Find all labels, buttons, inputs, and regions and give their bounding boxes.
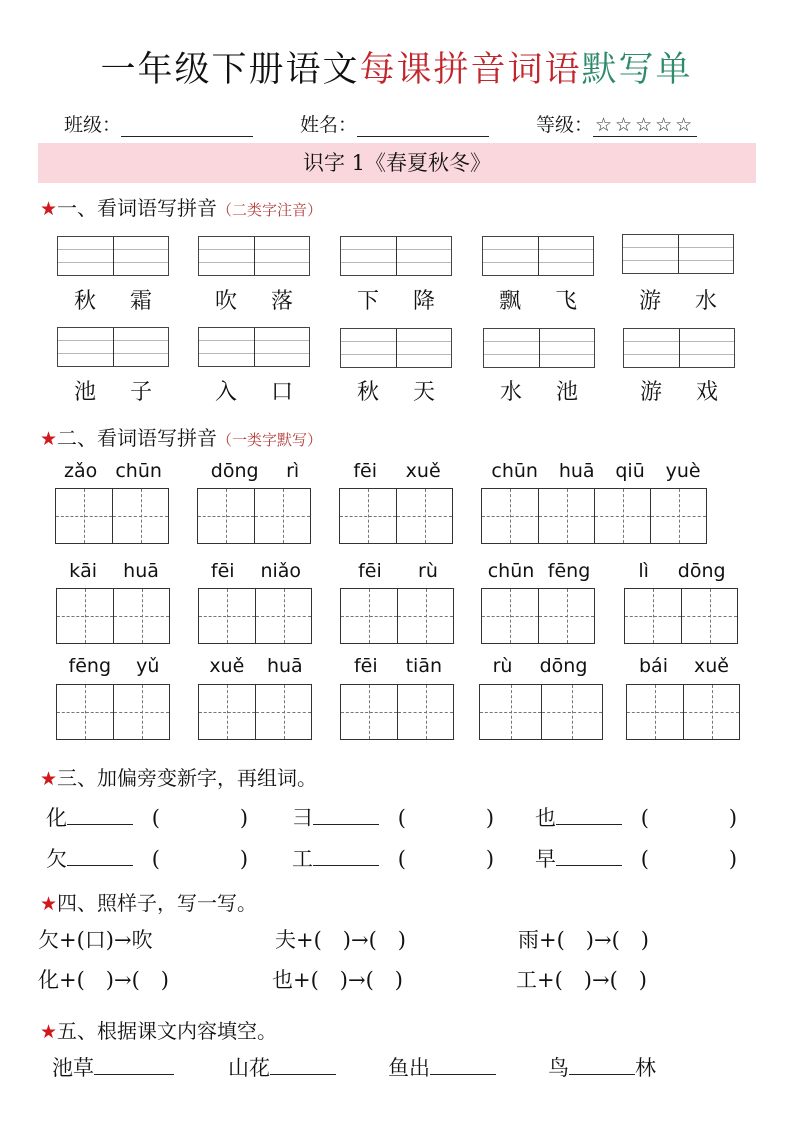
compose-example: 欠+(口)→吹 (38, 928, 153, 952)
new-char-blank[interactable] (556, 804, 622, 825)
new-char-blank[interactable] (313, 845, 379, 866)
pinyin-box[interactable] (483, 328, 595, 368)
word-pair (482, 284, 594, 315)
section5-heading (40, 1015, 277, 1044)
pinyin: rì (286, 460, 300, 482)
name-field (300, 110, 489, 137)
hanzi-char: 子 (129, 380, 152, 405)
pinyin: dōng (210, 460, 259, 482)
star-icon: ★ (40, 428, 58, 450)
hanzi-char: 吹 (214, 289, 237, 314)
pinyin-pair (55, 460, 171, 482)
fill-prefix: 鱼出 (388, 1056, 430, 1080)
hanzi-char: 游 (638, 289, 661, 314)
section4-heading (40, 887, 257, 916)
pinyin: zǎo (64, 460, 98, 482)
base-char: 欠 (46, 847, 67, 871)
word-pair (483, 375, 595, 406)
pinyin: xuě (405, 460, 441, 482)
pinyin-box[interactable] (482, 236, 594, 276)
section3-title: 三、加偏旁变新字，再组词。 (57, 766, 318, 790)
pinyin-pair (479, 655, 601, 677)
pinyin-pair (340, 655, 456, 677)
tianzi-grid[interactable] (56, 684, 170, 740)
pinyin-pair (198, 560, 314, 582)
star-icon: ★ (40, 893, 58, 915)
grade-label: 等级： (536, 114, 594, 136)
paren-open: ( (151, 847, 160, 871)
pinyin-box[interactable] (57, 236, 169, 276)
hanzi-char: 霜 (129, 289, 152, 314)
section2-heading (40, 422, 322, 451)
star-icon: ★ (40, 198, 58, 220)
compose-item[interactable]: 化+( )→( ) (38, 968, 169, 992)
tianzi-grid[interactable] (56, 588, 170, 644)
pinyin-box[interactable] (198, 327, 310, 367)
pinyin: kāi (69, 560, 98, 582)
hanzi-char: 游 (639, 380, 662, 405)
fill-blank[interactable] (94, 1054, 174, 1075)
pinyin-pair (340, 560, 456, 582)
word-pair (622, 284, 734, 315)
tianzi-grid[interactable] (626, 684, 740, 740)
tianzi-grid[interactable] (198, 588, 312, 644)
radical-item (292, 802, 494, 832)
new-char-blank[interactable] (556, 845, 622, 866)
pinyin: qiū (615, 460, 645, 482)
pinyin-box[interactable] (340, 236, 452, 276)
paren-open: ( (397, 847, 406, 871)
pinyin-box[interactable] (623, 328, 735, 368)
hanzi-char: 戏 (695, 380, 718, 405)
pinyin: fēng (68, 655, 112, 677)
grade-field (536, 110, 697, 137)
base-char: 工 (292, 847, 313, 871)
hanzi-char: 口 (270, 380, 293, 405)
pinyin: rù (492, 655, 513, 677)
pinyin: fēi (353, 655, 378, 677)
tianzi-grid[interactable] (481, 588, 595, 644)
pinyin: rù (418, 560, 438, 582)
lesson-banner: 识字 1《春夏秋冬》 (38, 143, 756, 183)
hanzi-char: 下 (356, 289, 379, 314)
word-pair (57, 284, 169, 315)
class-label: 班级： (64, 114, 122, 136)
radical-item (535, 802, 737, 832)
word-pair (340, 284, 452, 315)
tianzi-grid[interactable] (624, 588, 738, 644)
class-blank[interactable] (121, 116, 253, 137)
base-char: 也 (535, 806, 556, 830)
pinyin-pair (339, 460, 455, 482)
section1-subtitle: （二类字注音） (217, 201, 323, 219)
radical-item (46, 843, 248, 873)
paren-open: ( (397, 806, 406, 830)
fill-blank[interactable] (430, 1054, 496, 1075)
section1-title: 一、看词语写拼音 (57, 196, 218, 220)
pinyin: huā (558, 460, 595, 482)
fill-prefix: 池草 (52, 1056, 94, 1080)
fill-item (228, 1052, 336, 1082)
pinyin-pair (56, 655, 172, 677)
pinyin: huā (123, 560, 159, 582)
section4-title: 四、照样子，写一写。 (57, 891, 258, 915)
pinyin: fēi (210, 560, 235, 582)
pinyin: xuě (209, 655, 245, 677)
class-field (64, 110, 253, 137)
fill-suffix: 林 (635, 1056, 656, 1080)
new-char-blank[interactable] (67, 845, 133, 866)
radical-item (46, 802, 248, 832)
pinyin-pair (56, 560, 172, 582)
pinyin: dōng (677, 560, 726, 582)
star-icon: ★ (40, 768, 58, 790)
paren-close: ) (728, 806, 738, 830)
word-pair (198, 284, 310, 315)
hanzi-char: 秋 (73, 289, 96, 314)
word-pair (57, 375, 169, 406)
fill-item (388, 1052, 496, 1082)
title-part-type: 默写单 (581, 50, 693, 90)
tianzi-grid[interactable] (55, 488, 169, 544)
grade-stars[interactable]: ☆☆☆☆☆ (595, 114, 696, 136)
hanzi-char: 池 (555, 380, 578, 405)
section3-heading (40, 762, 317, 791)
section2-title: 二、看词语写拼音 (57, 426, 218, 450)
pinyin: fēng (547, 560, 591, 582)
pinyin: lì (638, 560, 649, 582)
hanzi-char: 落 (270, 289, 293, 314)
pinyin-pair (198, 655, 314, 677)
tianzi-grid[interactable] (198, 684, 312, 740)
pinyin: niǎo (260, 560, 302, 582)
base-char: 早 (535, 847, 556, 871)
compose-item[interactable]: 也+( )→( ) (272, 968, 403, 992)
pinyin-pair (624, 560, 740, 582)
compose-item[interactable]: 夫+( )→( ) (275, 928, 406, 952)
pinyin-pair (197, 460, 313, 482)
name-blank[interactable] (357, 116, 489, 137)
hanzi-char: 飘 (498, 289, 521, 314)
paren-open: ( (640, 847, 649, 871)
pinyin-box[interactable] (340, 328, 452, 368)
pinyin: xuě (694, 655, 729, 677)
pinyin: bái (639, 655, 668, 677)
compose-item[interactable]: 工+( )→( ) (516, 968, 647, 992)
pinyin-pair (481, 560, 597, 582)
pinyin-group (481, 460, 711, 482)
hanzi-char: 飞 (554, 289, 577, 314)
pinyin: tiān (405, 655, 443, 677)
section5-title: 五、根据课文内容填空。 (57, 1019, 278, 1043)
paren-close: ) (485, 806, 495, 830)
word-pair (198, 375, 310, 406)
hanzi-char: 水 (499, 380, 522, 405)
pinyin: fēi (353, 460, 377, 482)
new-char-blank[interactable] (67, 804, 133, 825)
tianzi-grid[interactable] (339, 488, 453, 544)
pinyin: chūn (487, 560, 535, 582)
fill-prefix: 山花 (228, 1056, 270, 1080)
base-char: 彐 (292, 806, 313, 830)
pinyin: fēi (358, 560, 382, 582)
fill-blank[interactable] (569, 1054, 635, 1075)
new-char-blank[interactable] (313, 804, 379, 825)
paren-close: ) (239, 847, 249, 871)
hanzi-char: 池 (73, 380, 96, 405)
pinyin-box[interactable] (622, 234, 734, 274)
pinyin-pair (626, 655, 742, 677)
fill-blank[interactable] (270, 1054, 336, 1075)
paren-close: ) (485, 847, 495, 871)
word-pair (340, 375, 452, 406)
section1-heading (40, 192, 322, 221)
base-char: 化 (46, 806, 67, 830)
pinyin: huā (266, 655, 303, 677)
name-label: 姓名： (300, 114, 358, 136)
compose-item[interactable]: 雨+( )→( ) (518, 928, 649, 952)
word-pair (623, 375, 735, 406)
paren-open: ( (640, 806, 649, 830)
pinyin: dōng (539, 655, 588, 677)
tianzi-grid[interactable] (481, 488, 707, 544)
section2-subtitle: （一类字默写） (217, 431, 323, 449)
fill-prefix: 鸟 (548, 1056, 569, 1080)
pinyin: yuè (665, 460, 701, 482)
title-part-topic: 每课拼音词语 (359, 50, 582, 90)
pinyin: chūn (491, 460, 538, 482)
fill-item (548, 1052, 656, 1082)
hanzi-char: 天 (412, 380, 435, 405)
title-part-grade: 一年级下册语文 (100, 50, 360, 90)
tianzi-grid[interactable] (340, 588, 454, 644)
paren-close: ) (728, 847, 738, 871)
paren-open: ( (151, 806, 160, 830)
star-icon: ★ (40, 1021, 58, 1043)
hanzi-char: 秋 (356, 380, 379, 405)
fill-item (52, 1052, 174, 1082)
pinyin: chūn (115, 460, 162, 482)
hanzi-char: 入 (214, 380, 237, 405)
worksheet-title (0, 42, 793, 92)
pinyin: yǔ (136, 655, 160, 677)
tianzi-grid[interactable] (340, 684, 454, 740)
tianzi-grid[interactable] (479, 684, 603, 740)
pinyin-box[interactable] (198, 236, 310, 276)
radical-item (292, 843, 494, 873)
hanzi-char: 水 (694, 289, 717, 314)
radical-item (535, 843, 737, 873)
tianzi-grid[interactable] (197, 488, 311, 544)
hanzi-char: 降 (412, 289, 435, 314)
paren-close: ) (239, 806, 249, 830)
pinyin-box[interactable] (57, 327, 169, 367)
